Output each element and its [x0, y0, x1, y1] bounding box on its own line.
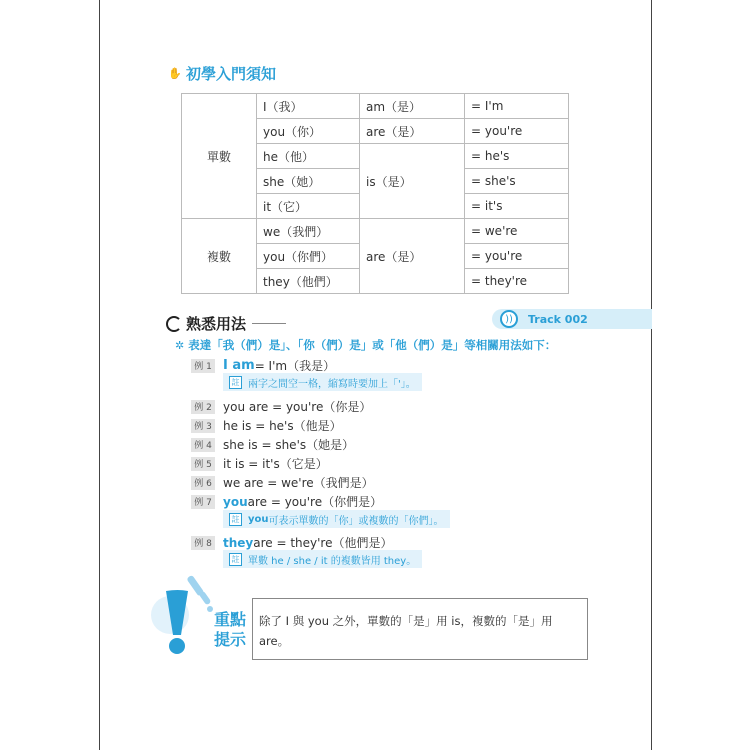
section-title-usage: 熟悉用法 — [186, 315, 247, 333]
example-item — [191, 534, 393, 551]
example-badge: 例 2 — [191, 400, 215, 414]
track-label: Track 002 — [528, 312, 588, 326]
note-icon: 註 — [229, 513, 242, 526]
example-badge: 例 3 — [191, 419, 215, 433]
example-text: = I'm（我是） — [254, 359, 336, 373]
table-cell-be: is（是） — [360, 144, 465, 219]
note-text: 可表示單數的「你」或複數的「你們」。 — [268, 515, 444, 527]
key-point-label — [214, 610, 254, 650]
example-text: he is = he's（他是） — [223, 419, 342, 433]
example-badge: 例 1 — [191, 359, 215, 373]
table-cell-be: are（是） — [360, 219, 465, 294]
example-highlight: I am — [223, 358, 255, 373]
table-cell-contraction: = he's — [465, 144, 569, 169]
example-highlight: you — [223, 494, 248, 509]
table-cell-contraction: = you're — [465, 244, 569, 269]
section-title-text: 初學入門須知 — [186, 65, 277, 83]
usage-intro-text: 表達「我（們）是」、「你（們）是」或「他（們）是」等相關用法如下： — [188, 338, 557, 352]
note-icon: 註 — [229, 376, 242, 389]
example-text: it is = it's（它是） — [223, 457, 328, 471]
table-cell-pronoun: I（我） — [257, 94, 360, 119]
key-point-box — [252, 598, 588, 660]
table-cell-contraction: = we're — [465, 219, 569, 244]
example-highlight: they — [223, 535, 254, 550]
table-row — [182, 94, 569, 119]
example-badge: 例 7 — [191, 495, 215, 509]
gear-icon: ✲ — [175, 338, 185, 352]
note-box — [223, 373, 422, 391]
section-heading-usage — [166, 313, 286, 334]
example-item — [191, 455, 328, 472]
example-item — [191, 436, 354, 453]
table-cell-pronoun: we（我們） — [257, 219, 360, 244]
key-point-text: 除了 I 與 you 之外，單數的「是」用 is，複數的「是」用 are。 — [259, 614, 553, 648]
example-badge: 例 5 — [191, 457, 215, 471]
example-item — [191, 357, 335, 374]
table-cell-pronoun: she（她） — [257, 169, 360, 194]
usage-intro — [175, 337, 556, 353]
table-cell-contraction: = it's — [465, 194, 569, 219]
c-circle-icon — [166, 316, 182, 332]
example-text: you are = you're（你是） — [223, 400, 372, 414]
note-text: 單數 he / she / it 的複數皆用 they。 — [248, 555, 417, 567]
key-point-label-line1: 重點 — [214, 610, 247, 629]
example-item — [191, 493, 382, 510]
plural-label: 複數 — [182, 219, 257, 294]
table-row — [182, 219, 569, 244]
note-box — [223, 550, 422, 568]
example-text: she is = she's（她是） — [223, 438, 355, 452]
note-bold: you — [248, 513, 269, 525]
heading-rule — [252, 323, 286, 324]
note-text: 兩字之間空一格，縮寫時要加上「'」。 — [248, 378, 416, 390]
example-badge: 例 6 — [191, 476, 215, 490]
table-cell-pronoun: you（你） — [257, 119, 360, 144]
example-item — [191, 398, 371, 415]
table-cell-be: are（是） — [360, 119, 465, 144]
table-cell-contraction: = I'm — [465, 94, 569, 119]
example-badge: 例 4 — [191, 438, 215, 452]
table-cell-pronoun: it（它） — [257, 194, 360, 219]
note-box — [223, 510, 450, 528]
key-point-label-line2: 提示 — [214, 630, 247, 649]
note-icon: 註 — [229, 553, 242, 566]
table-cell-pronoun: he（他） — [257, 144, 360, 169]
audio-track-tab[interactable] — [492, 309, 652, 329]
exclamation-icon — [150, 573, 216, 658]
table-cell-pronoun: they（他們） — [257, 269, 360, 294]
table-cell-contraction: = she's — [465, 169, 569, 194]
example-text: are = you're（你們是） — [247, 495, 383, 509]
example-text: are = they're（他們是） — [253, 536, 393, 550]
table-cell-contraction: = they're — [465, 269, 569, 294]
example-item — [191, 474, 374, 491]
singular-label: 單數 — [182, 94, 257, 219]
section-title-basics — [168, 63, 276, 84]
table-cell-contraction: = you're — [465, 119, 569, 144]
table-cell-pronoun: you（你們） — [257, 244, 360, 269]
ear-icon: )) — [500, 310, 518, 328]
be-verb-table — [181, 93, 569, 294]
table-cell-be: am（是） — [360, 94, 465, 119]
example-text: we are = we're（我們是） — [223, 476, 374, 490]
hand-icon: ✋ — [168, 66, 182, 80]
example-item — [191, 417, 342, 434]
example-badge: 例 8 — [191, 536, 215, 550]
